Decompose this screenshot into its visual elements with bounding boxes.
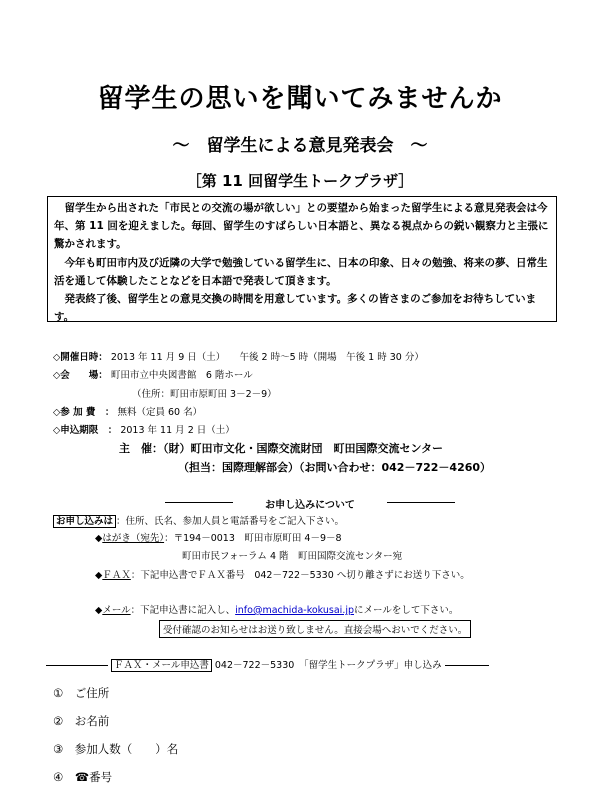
diamond-icon: ◆ — [95, 533, 103, 544]
form-field-address: ① ご住所 — [53, 686, 110, 700]
deadline-row — [53, 422, 235, 436]
postcard-label: はがき（宛先） — [102, 533, 165, 544]
venue-value: 町田市立中央図書館 6 階ホール — [110, 370, 253, 381]
fee-row — [53, 404, 202, 418]
email-link[interactable]: info@machida-kokusai.jp — [235, 605, 355, 616]
organizer-line-1: 主 催：（財）町田市文化・国際交流財団 町田国際交流センター — [119, 442, 444, 455]
form-field-name: ② お名前 — [53, 714, 110, 728]
postcard-row — [95, 530, 342, 544]
date-label: ◇開催日時： — [53, 352, 108, 363]
mail-text-before: ：下記申込書に記入し、 — [130, 605, 236, 616]
fax-label: ＦＡＸ — [102, 570, 131, 581]
date-value: 2013 年 11 月 9 日（土） 午後 2 時～5 時（開場 午後 1 時 30 分） — [110, 352, 424, 363]
divider — [445, 665, 489, 666]
diamond-icon: ◆ — [95, 605, 103, 616]
application-heading: お申し込みについて — [265, 500, 355, 511]
intro-paragraph-2: 今年も町田市内及び近隣の大学で勉強している留学生に、日本の印象、日々の勉強、将来の夢、日常生活を通して体験したことなどを日本語で発表して頂きます。 — [54, 256, 548, 287]
postcard-address: ：〒194－0013 町田市原町田 4－9－8 — [164, 533, 342, 544]
form-header-label: ＦＡＸ・メール申込書 — [111, 659, 212, 672]
date-row — [53, 349, 424, 363]
intro-paragraph-1: 留学生から出された「市民との交流の場が欲しい」との要望から始まった留学生による意見発表会は今年、第 11 回を迎えました。毎回、留学生のすばらしい日本語と、異なる視点からの鋭い観察力と主張に驚かされます。 — [54, 202, 549, 251]
mail-row — [95, 602, 458, 616]
application-instruction-row — [53, 513, 344, 527]
form-field-attendees: ③ 参加人数（ ）名 — [53, 742, 179, 756]
form-header-text: 042－722－5330 「留学生トークプラザ」申し込み — [214, 660, 442, 671]
mail-label: メール — [102, 605, 131, 616]
notice-box: 受付確認のお知らせはお送り致しません。直接会場へおいでください。 — [159, 620, 471, 638]
venue-address: （住所：町田市原町田 3－2－9） — [132, 389, 277, 400]
diamond-icon: ◆ — [95, 570, 103, 581]
intro-paragraph-3: 発表終了後、留学生との意見交換の時間を用意しています。多くの皆さまのご参加をお待ちしています。 — [54, 293, 537, 324]
page-title: 留学生の思いを聞いてみませんか — [97, 84, 503, 114]
form-field-phone: ④ ☎番号 — [53, 770, 113, 784]
fax-text: ：下記申込書でＦＡＸ番号 042－722－5330 へ切り離さずにお送り下さい。 — [130, 570, 470, 581]
application-heading-row — [165, 496, 455, 511]
divider — [387, 502, 455, 503]
postcard-address-2: 町田市民フォーラム 4 階 町田国際交流センター宛 — [182, 551, 403, 562]
mail-text-after: にメールをして下さい。 — [354, 605, 459, 616]
application-label: お申し込みは — [53, 515, 116, 528]
divider — [46, 665, 108, 666]
form-header-row — [46, 657, 546, 671]
venue-row — [53, 367, 253, 381]
fee-value: 無料（定員 60 名） — [117, 407, 203, 418]
fee-label: ◇参 加 費 ： — [53, 407, 115, 418]
deadline-value: 2013 年 11 月 2 日（土） — [120, 425, 235, 436]
fax-row — [95, 567, 470, 581]
application-instruction: ：住所、氏名、参加人員と電話番号をご記入下さい。 — [116, 516, 345, 527]
deadline-label: ◇申込期限 ： — [53, 425, 118, 436]
event-name: ［第 11 回留学生トークプラザ］ — [186, 172, 414, 190]
venue-label: ◇会 場： — [53, 370, 108, 381]
intro-box — [47, 196, 557, 322]
organizer-line-2: （担当：国際理解部会）（お問い合わせ：042－722－4260） — [178, 461, 492, 474]
subtitle: ～ 留学生による意見発表会 ～ — [172, 136, 428, 156]
divider — [165, 502, 233, 503]
